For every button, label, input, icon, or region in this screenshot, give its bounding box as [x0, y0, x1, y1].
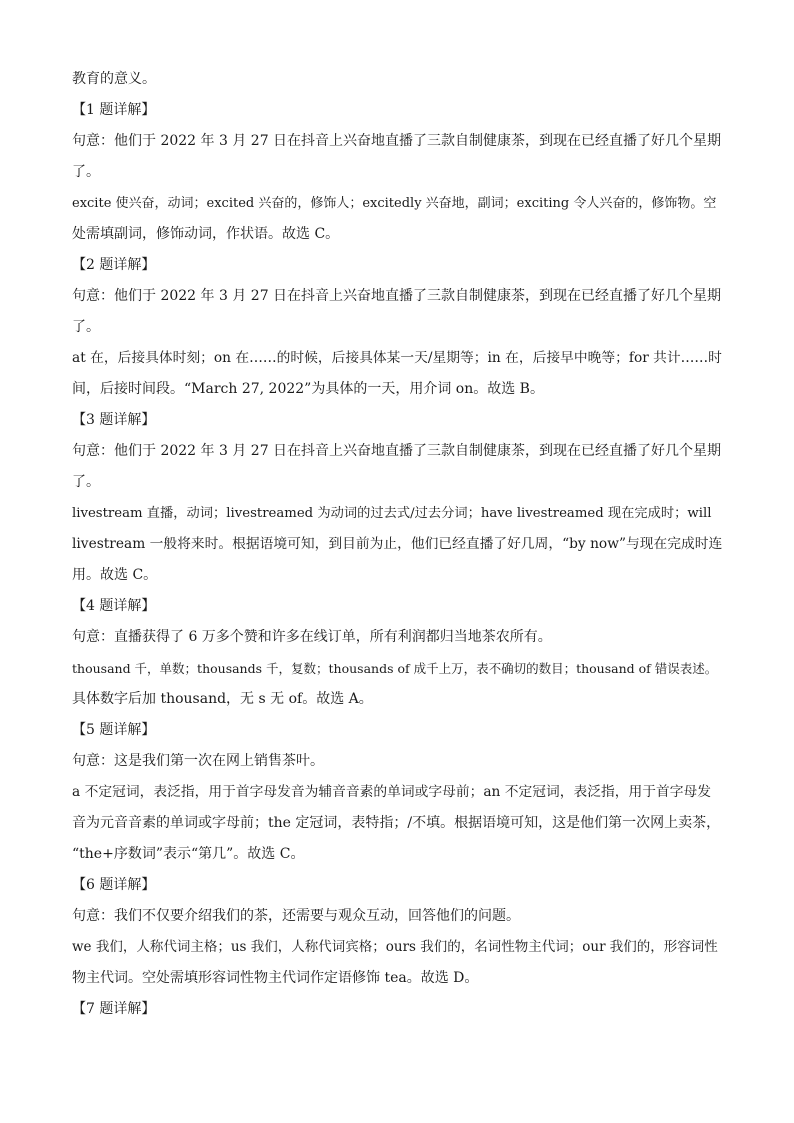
- text-line: 句意：他们于 2022 年 3 月 27 日在抖音上兴奋地直播了三款自制健康茶，到现在已经直播了好几个星期: [72, 133, 722, 149]
- text-line: “the+序数词”表示“第几”。故选 C。: [72, 846, 305, 862]
- text-line: 了。: [72, 164, 100, 180]
- question-heading: 【6 题详解】: [72, 877, 156, 893]
- text-line: 教育的意义。: [72, 71, 156, 87]
- text-line: 物主代词。空处需填形容词性物主代词作定语修饰 tea。故选 D。: [72, 970, 479, 986]
- text-line: 句意：他们于 2022 年 3 月 27 日在抖音上兴奋地直播了三款自制健康茶，到现在已经直播了好几个星期: [72, 443, 722, 459]
- text-line: 音为元音音素的单词或字母前；the 定冠词，表特指；/不填。根据语境可知，这是他们第一次网上卖茶，: [72, 815, 721, 831]
- document-page: [72, 64, 722, 1025]
- text-line: a 不定冠词，表泛指，用于首字母发音为辅音音素的单词或字母前；an 不定冠词，表泛指，用于首字母发: [72, 784, 711, 800]
- text-line: 句意：我们不仅要介绍我们的茶，还需要与观众互动，回答他们的问题。: [72, 908, 520, 924]
- text-line: thousand 千，单数；thousands 千，复数；thousands of 成千上万，表不确切的数目；thousand of 错误表述。: [72, 661, 718, 676]
- question-heading: 【7 题详解】: [72, 1001, 156, 1017]
- text-line: 间，后接时间段。“March 27, 2022”为具体的一天，用介词 on。故选 B。: [72, 381, 544, 397]
- question-heading: 【1 题详解】: [72, 102, 156, 118]
- text-line: 处需填副词，修饰动词，作状语。故选 C。: [72, 226, 340, 242]
- text-line: 句意：这是我们第一次在网上销售茶叶。: [72, 753, 324, 769]
- question-heading: 【5 题详解】: [72, 722, 156, 738]
- text-line: livestream 直播，动词；livestreamed 为动词的过去式/过去分词；have livestreamed 现在完成时；will: [72, 506, 712, 521]
- text-line: 具体数字后加 thousand，无 s 无 of。故选 A。: [72, 691, 373, 707]
- question-heading: 【3 题详解】: [72, 412, 156, 428]
- text-line: at 在，后接具体时刻；on 在……的时候，后接具体某一天/星期等；in 在，后接早中晚等；for 共计……时: [72, 350, 722, 366]
- text-line: 句意：他们于 2022 年 3 月 27 日在抖音上兴奋地直播了三款自制健康茶，到现在已经直播了好几个星期: [72, 288, 722, 304]
- text-line: we 我们，人称代词主格；us 我们，人称代词宾格；ours 我们的，名词性物主代词；our 我们的，形容词性: [72, 939, 718, 955]
- text-line: livestream 一般将来时。根据语境可知，到目前为止，他们已经直播了好几周，“by now”与现在完成时连: [72, 536, 723, 552]
- question-heading: 【2 题详解】: [72, 257, 156, 273]
- text-line: excite 使兴奋，动词；excited 兴奋的，修饰人；excitedly 兴奋地，副词；exciting 令人兴奋的，修饰物。空: [72, 196, 717, 211]
- text-line: 用。故选 C。: [72, 567, 158, 583]
- text-line: 了。: [72, 474, 100, 490]
- question-heading: 【4 题详解】: [72, 598, 156, 614]
- text-line: 了。: [72, 319, 100, 335]
- text-line: 句意：直播获得了 6 万多个赞和许多在线订单，所有利润都归当地茶农所有。: [72, 629, 552, 645]
